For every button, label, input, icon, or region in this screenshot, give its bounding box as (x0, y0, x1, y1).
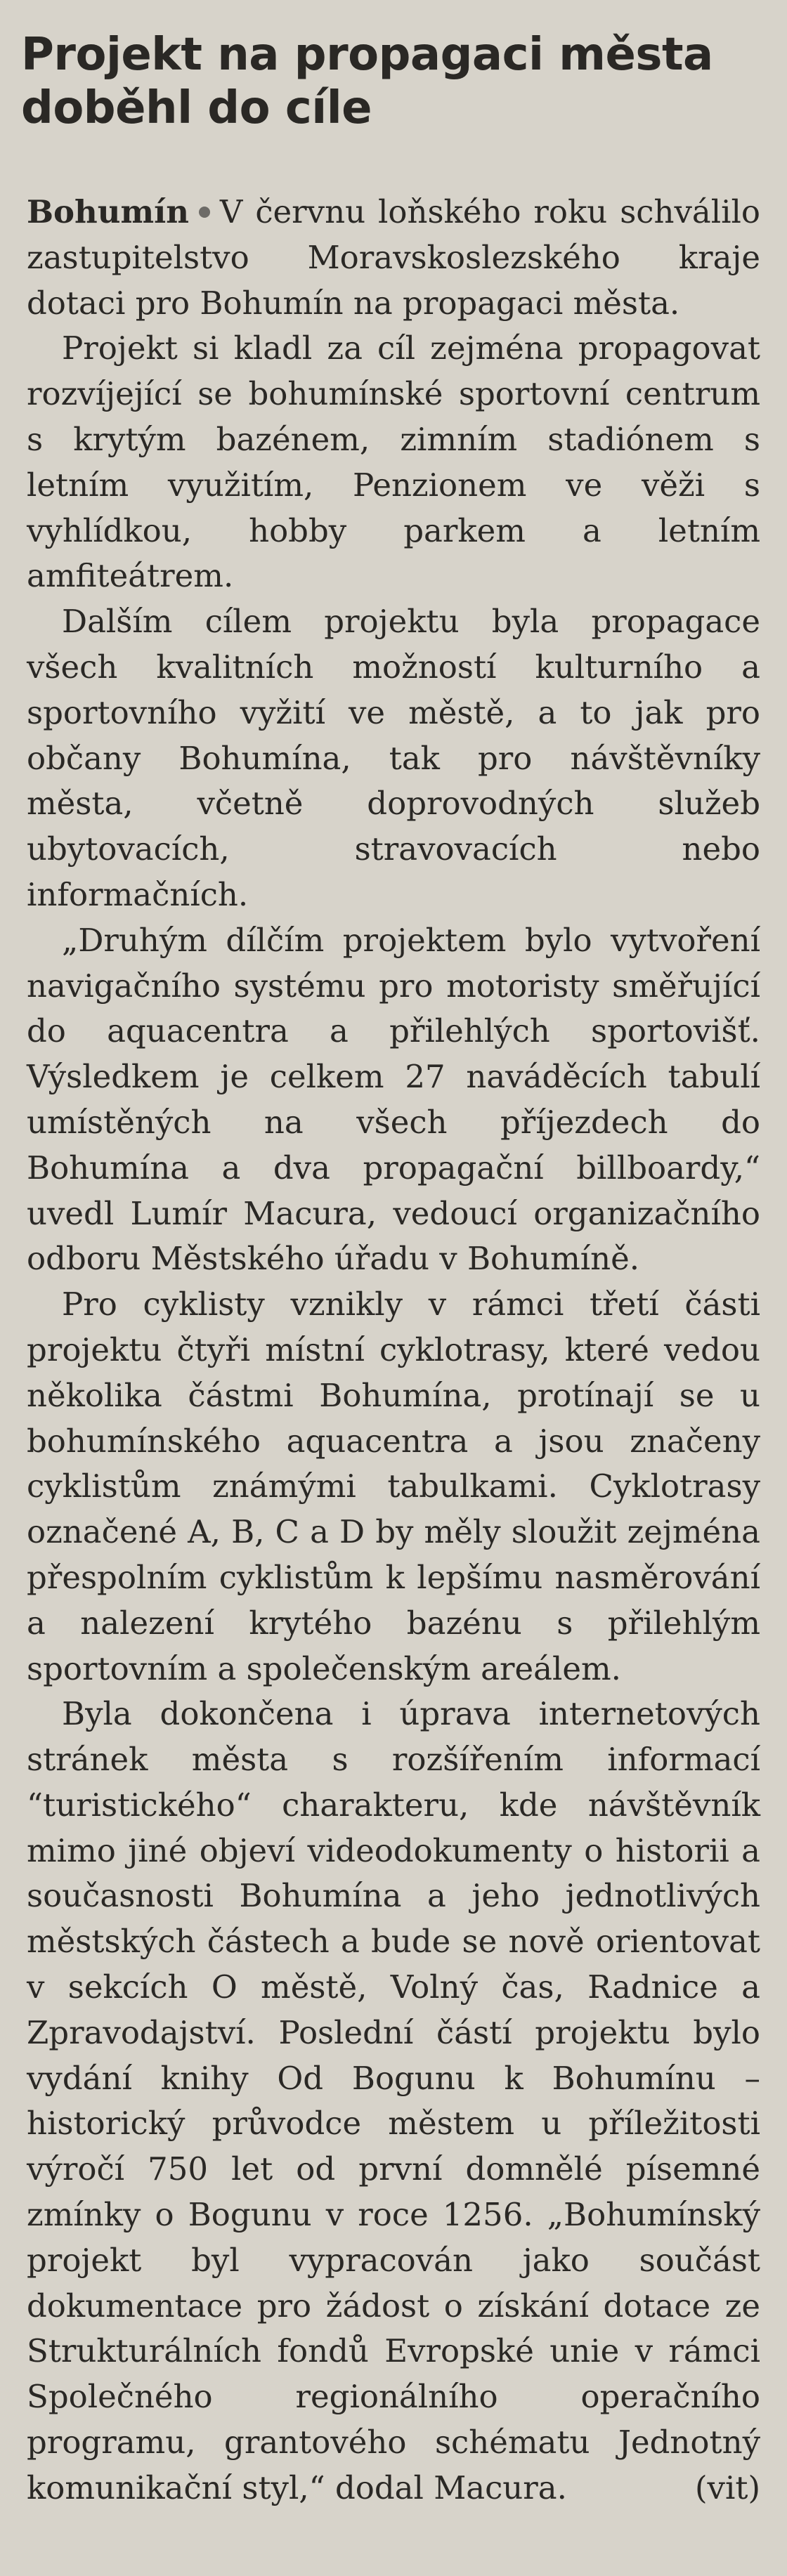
lead-text: V červnu loňského roku schválilo zastupitelstvo Moravskoslezského kraje dotaci pro Bohumín na propagaci města. (27, 193, 760, 322)
paragraph-navigation: „Druhým dílčím projektem bylo vytvoření navigačního systému pro motoristy směřující do aquacentra a přilehlých sportovišť. Výsledkem je celkem 27 naváděcích tabulí umístěných na všech příjezdech do Bohumína a dva propagační billboardy,“ uvedl Lumír Macura, vedoucí organizačního odboru Městského úřadu v Bohumíně. (27, 921, 760, 1278)
paragraph-sports-centre: Projekt si kladl za cíl zejména propagovat rozvíjející se bohumínské sportovní centrum s krytým bazénem, zimním stadiónem s letním využitím, Penzionem ve věži s vyhlídkou, hobby parkem a letním amfiteátrem. (27, 329, 760, 595)
article-body (27, 190, 760, 2511)
dateline-bullet-icon (199, 207, 210, 218)
article-headline: Projekt na propagaci města doběhl do cíle (21, 29, 713, 134)
paragraph-cycling: Pro cyklisty vznikly v rámci třetí části projektu čtyři místní cyklotrasy, které vedou několika částmi Bohumína, protínají se u bohumínského aquacentra a jsou značeny cyklistům známými tabulkami. Cyklotrasy označené A, B, C a D by měly sloužit zejména přespolním cyklistům k lepšímu nasměrování a nalezení krytého bazénu s přilehlým sportovním a společenským areálem. (27, 1286, 760, 1687)
last-paragraph-text: Byla dokončena i úprava internetových stránek města s rozšířením informací “turistického“ charakteru, kde návštěvník mimo jiné objeví videodokumenty o historii a současnosti Bohumína a jeho jednotlivých městských částech a bude se nově orientovat v sekcích O městě, Volný čas, Radnice a Zpravodajství. Poslední částí projektu bylo vydání knihy Od Bogunu k Bohumínu – historický průvodce městem u příležitosti výročí 750 let od první domnělé písemné zmínky o Bogunu v roce 1256. „Bohumínský projekt byl vypracován jako součást dokumentace pro žádost o získání dotace ze Strukturálních fondů Evropské unie v rámci Společného regionálního operačního programu, grantového schématu Jednotný komunikační styl,“ dodal Macura. (27, 1695, 760, 2506)
lead-paragraph (27, 190, 760, 326)
paragraph-website (27, 1692, 760, 2511)
author-signature: (vit) (694, 2469, 760, 2506)
paragraph-culture: Dalším cílem projektu byla propagace všech kvalitních možností kulturního a sportovního vyžití ve městě, a to jak pro občany Bohumína, tak pro návštěvníky města, včetně doprovodných služeb ubytovacích, stravovacích nebo informačních. (27, 603, 760, 913)
dateline: Bohumín (27, 193, 189, 230)
